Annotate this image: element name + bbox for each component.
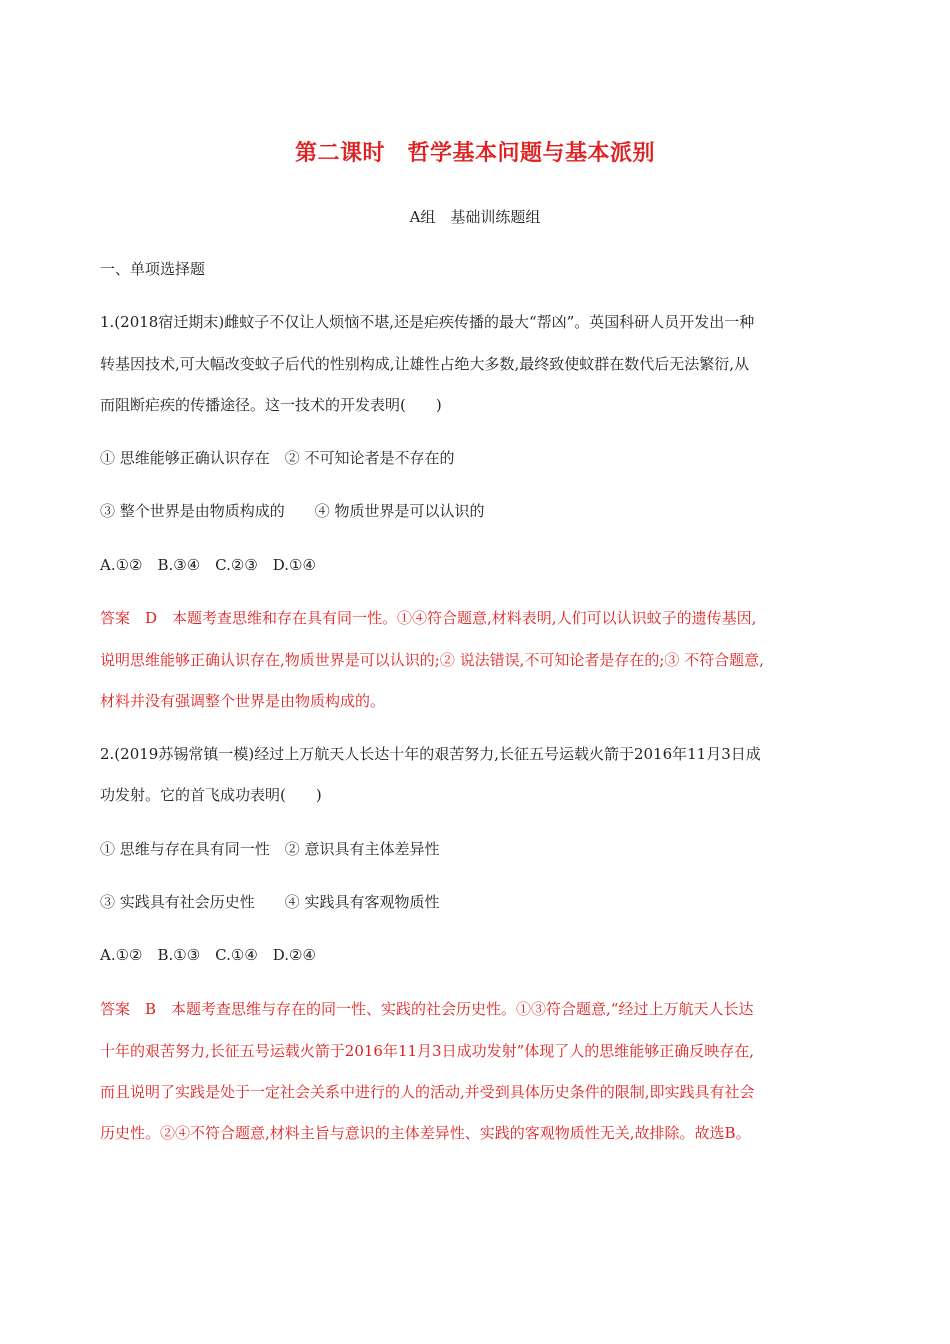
q1-options-1-2: ① 思维能够正确认识存在 ② 不可知论者是不存在的 xyxy=(100,449,455,467)
q1-stem-line-3: 而阻断疟疾的传播途径。这一技术的开发表明( ) xyxy=(100,396,442,414)
q2-answer-line-1: 答案 B 本题考查思维与存在的同一性、实践的社会历史性。①③符合题意,“经过上万航天人长达 xyxy=(100,1000,754,1018)
q2-stem-line-1: 2.(2019苏锡常镇一模)经过上万航天人长达十年的艰苦努力,长征五号运载火箭于2016年11月3日成 xyxy=(100,745,761,763)
q1-answer-line-2: 说明思维能够正确认识存在,物质世界是可以认识的;② 说法错误,不可知论者是存在的;③ 不符合题意, xyxy=(100,651,764,669)
group-heading: A组 基础训练题组 xyxy=(409,208,541,226)
q1-options-3-4: ③ 整个世界是由物质构成的 ④ 物质世界是可以认识的 xyxy=(100,502,485,520)
q2-choices: A.①② B.①③ C.①④ D.②④ xyxy=(100,946,316,964)
q2-options-3-4: ③ 实践具有社会历史性 ④ 实践具有客观物质性 xyxy=(100,893,440,911)
q1-answer-line-3: 材料并没有强调整个世界是由物质构成的。 xyxy=(100,692,386,710)
q2-answer-line-2: 十年的艰苦努力,长征五号运载火箭于2016年11月3日成功发射”体现了人的思维能够正确反映存在, xyxy=(100,1042,755,1060)
q1-stem-line-1: 1.(2018宿迁期末)雌蚊子不仅让人烦恼不堪,还是疟疾传播的最大“帮凶”。英国科研人员开发出一种 xyxy=(100,313,755,331)
page-title: 第二课时 哲学基本问题与基本派别 xyxy=(294,141,655,166)
q1-choices: A.①② B.③④ C.②③ D.①④ xyxy=(100,556,316,574)
section-heading: 一、单项选择题 xyxy=(100,260,206,278)
q1-answer-line-1: 答案 D 本题考查思维和存在具有同一性。①④符合题意,材料表明,人们可以认识蚊子的遗传基因, xyxy=(100,609,757,627)
q2-stem-line-2: 功发射。它的首飞成功表明( ) xyxy=(100,786,322,804)
q2-answer-line-4: 历史性。②④不符合题意,材料主旨与意识的主体差异性、实践的客观物质性无关,故排除。故选B。 xyxy=(100,1124,751,1142)
q1-stem-line-2: 转基因技术,可大幅改变蚊子后代的性别构成,让雄性占绝大多数,最终致使蚊群在数代后无法繁衍,从 xyxy=(100,355,750,373)
q2-answer-line-3: 而且说明了实践是处于一定社会关系中进行的人的活动,并受到具体历史条件的限制,即实践具有社会 xyxy=(100,1083,755,1101)
q2-options-1-2: ① 思维与存在具有同一性 ② 意识具有主体差异性 xyxy=(100,840,440,858)
